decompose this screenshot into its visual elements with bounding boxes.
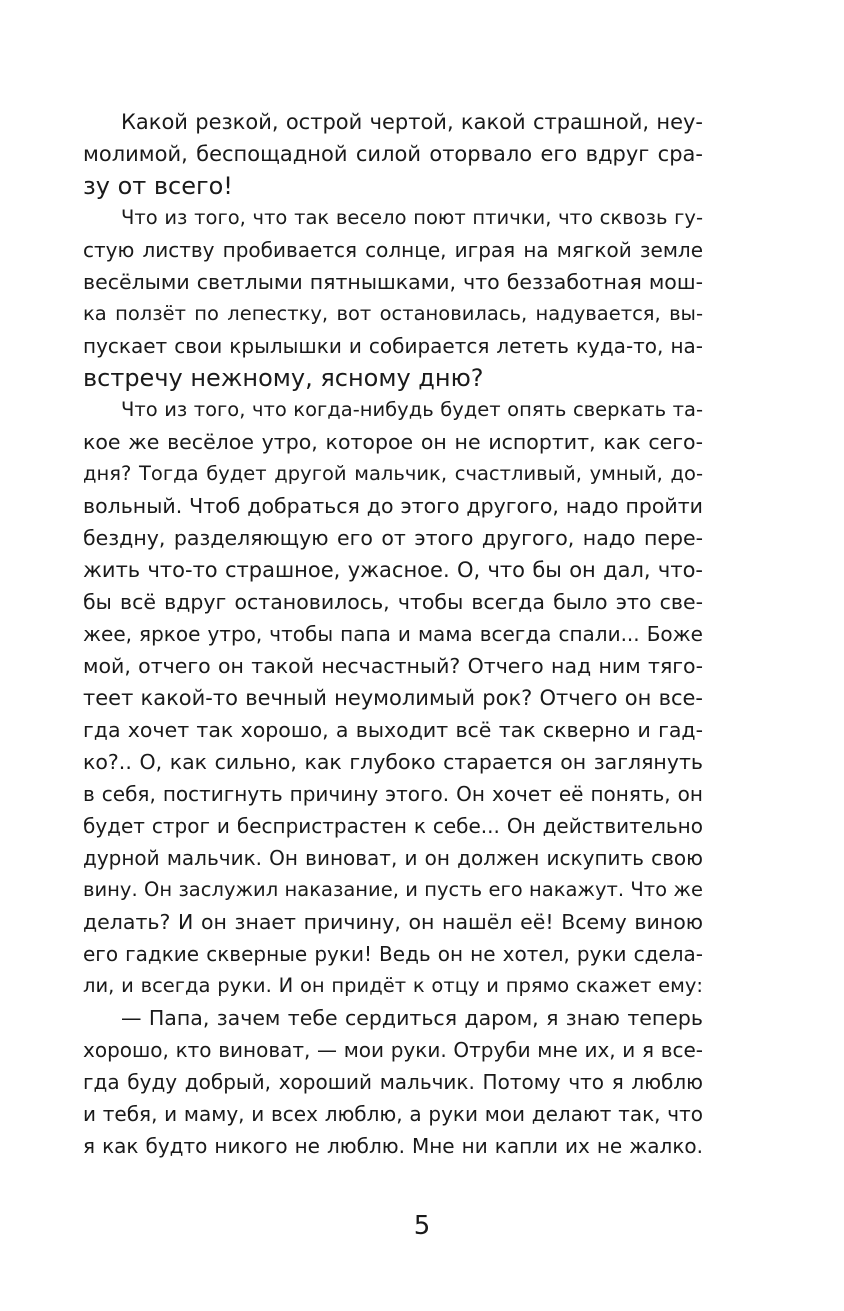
text-line: хорошо, кто виноват, — мои руки. Отруби мне их, и я все- [83, 1038, 703, 1062]
text-line: ли, и всегда руки. И он придёт к отцу и прямо скажет ему: [83, 974, 703, 997]
text-line: бездну, разделяющую его от этого другого, надо пере- [83, 526, 703, 550]
text-line: Какой резкой, острой чертой, какой страшной, неу- [121, 110, 703, 134]
text-line: его гадкие скверные руки! Ведь он не хотел, руки сдела- [83, 942, 703, 966]
page-number: 5 [413, 1211, 431, 1241]
text-line: жее, яркое утро, чтобы папа и мама всегда спали... Боже [83, 622, 703, 646]
text-line: в себя, постигнуть причину этого. Он хочет её понять, он [83, 782, 703, 806]
text-line: — Папа, зачем тебе сердиться даром, я знаю теперь [121, 1006, 703, 1030]
text-line: встречу нежному, ясному дню? [83, 364, 484, 392]
text-line: гда буду добрый, хороший мальчик. Потому что я люблю [83, 1070, 703, 1094]
text-line: делать? И он знает причину, он нашёл её! Всему виною [83, 910, 703, 934]
text-line: гда хочет так хорошо, а выходит всё так скверно и гад- [83, 718, 703, 742]
text-line: вольный. Чтоб добраться до этого другого, надо пройти [83, 494, 703, 518]
text-line: дня? Тогда будет другой мальчик, счастливый, умный, до- [83, 462, 703, 485]
text-line: бы всё вдруг остановилось, чтобы всегда было это све- [83, 590, 703, 614]
text-line: весёлыми светлыми пятнышками, что беззаботная мош- [83, 270, 703, 294]
text-line: теет какой-то вечный неумолимый рок? Отчего он все- [83, 686, 703, 710]
text-line: Что из того, что когда-нибудь будет опять сверкать та- [121, 398, 703, 421]
text-line: и тебя, и маму, и всех люблю, а руки мои делают так, что [83, 1102, 703, 1126]
text-line: ко?.. О, как сильно, как глубоко старается он заглянуть [83, 750, 703, 774]
text-line: будет строг и беспристрастен к себе... Он действительно [83, 814, 703, 838]
text-line: я как будто никого не люблю. Мне ни капли их не жалко. [83, 1134, 703, 1158]
text-line: молимой, беспощадной силой оторвало его вдруг сра- [83, 142, 703, 166]
text-line: вину. Он заслужил наказание, и пусть его накажут. Что же [83, 878, 703, 901]
text-line: пускает свои крылышки и собирается лететь куда-то, на- [83, 334, 703, 358]
text-line: кое же весёлое утро, которое он не испортит, как сего- [83, 430, 703, 454]
text-line: зу от всего! [83, 172, 233, 200]
text-line: ка ползёт по лепестку, вот остановилась, надувается, вы- [83, 302, 703, 325]
text-line: дурной мальчик. Он виноват, и он должен искупить свою [83, 846, 703, 870]
text-line: стую листву пробивается солнце, играя на мягкой земле [83, 238, 703, 262]
text-line: мой, отчего он такой несчастный? Отчего над ним тяго- [83, 654, 703, 678]
text-line: жить что-то страшное, ужасное. О, что бы он дал, что- [83, 558, 703, 582]
text-line: Что из того, что так весело поют птички, что сквозь гу- [121, 206, 703, 229]
